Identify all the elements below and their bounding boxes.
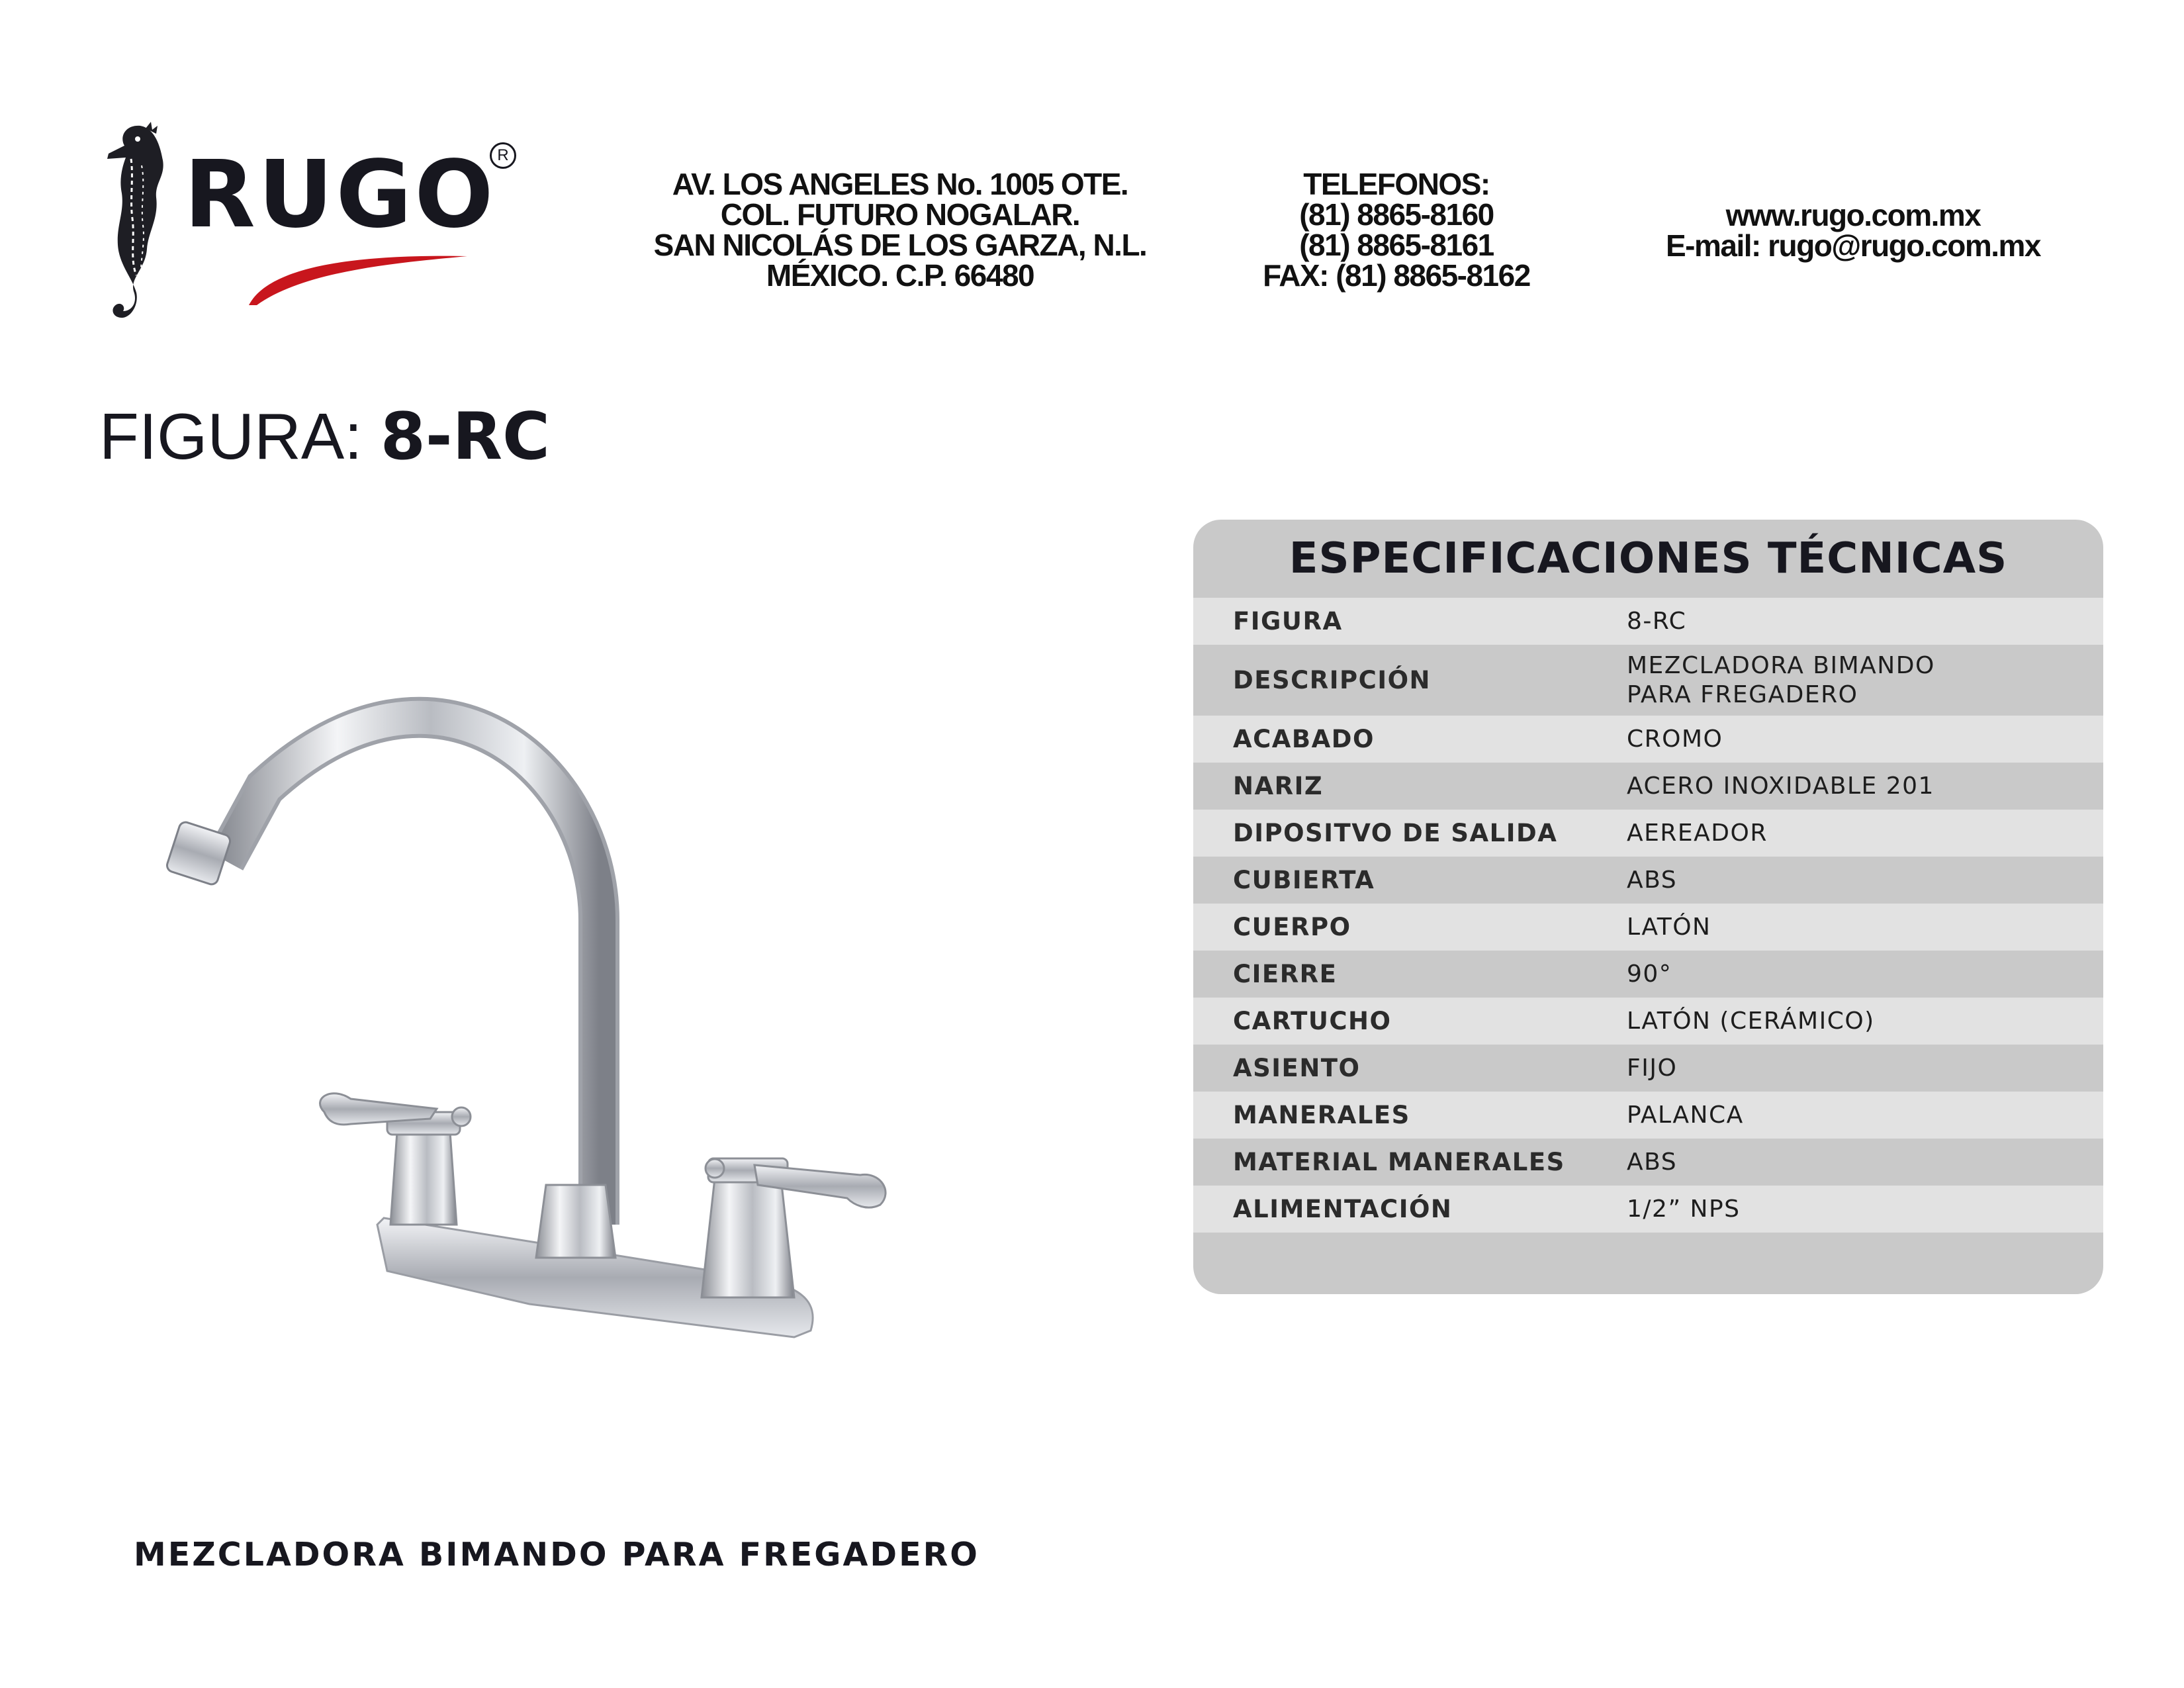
address-line: SAN NICOLÁS DE LOS GARZA, N.L. [653,228,1147,262]
spec-value: ABS [1627,1148,1678,1176]
seahorse-logo-icon [99,119,179,344]
spec-value: LATÓN (CERÁMICO) [1627,1007,1875,1035]
spec-value [1627,651,1935,710]
company-phones [1238,169,1555,291]
figure-label: FIGURA: [99,400,363,473]
spec-label: NARIZ [1233,772,1324,800]
address-line: COL. FUTURO NOGALAR. [720,197,1080,232]
spec-value: AEREADOR [1627,819,1768,847]
spec-value: 1/2” NPS [1627,1195,1741,1223]
spec-row [1193,1092,2103,1139]
spec-row [1193,810,2103,857]
spec-label: MATERIAL MANERALES [1233,1148,1565,1176]
phone-line: (81) 8865-8160 [1299,197,1494,232]
spec-label: ASIENTO [1233,1054,1361,1082]
spec-row [1193,1139,2103,1186]
spec-value: ACERO INOXIDABLE 201 [1627,772,1934,800]
spec-label: CUERPO [1233,913,1351,941]
spec-label: DESCRIPCIÓN [1233,666,1432,694]
spec-value: ABS [1627,866,1678,894]
spec-row [1193,1186,2103,1233]
spec-label: CARTUCHO [1233,1007,1392,1035]
spec-row [1193,1045,2103,1092]
spec-value-line: MEZCLADORA BIMANDO [1627,651,1935,679]
spec-row [1193,857,2103,904]
address-line: AV. LOS ANGELES No. 1005 OTE. [672,167,1128,201]
spec-row [1193,598,2103,645]
spec-value: 90° [1627,960,1672,988]
spec-row [1193,998,2103,1045]
spec-row [1193,763,2103,810]
spec-title: ESPECIFICACIONES TÉCNICAS [1289,534,2008,583]
spec-label: ALIMENTACIÓN [1233,1195,1453,1223]
spec-row [1193,645,2103,716]
spec-value-line: PARA FREGADERO [1627,680,1858,708]
spec-value: LATÓN [1627,913,1711,941]
spec-card [1193,520,2103,1294]
figure-title [99,399,550,475]
company-address [635,169,1165,291]
faucet-product-image [159,642,900,1357]
brand-name: RUGO [184,141,496,249]
spec-row [1193,951,2103,998]
spec-label: DIPOSITVO DE SALIDA [1233,819,1558,847]
spec-row [1193,716,2103,763]
email-link[interactable]: E-mail: rugo@rugo.com.mx [1665,228,2041,263]
spec-value: PALANCA [1627,1101,1744,1129]
registered-mark: R [490,142,516,169]
company-web [1615,200,2091,261]
spec-value: FIJO [1627,1054,1678,1082]
product-caption: MEZCLADORA BIMANDO PARA FREGADERO [134,1536,979,1573]
spec-value: 8-RC [1627,607,1687,635]
spec-label: CUBIERTA [1233,866,1375,894]
phone-line: (81) 8865-8161 [1299,228,1494,262]
fax-line: FAX: (81) 8865-8162 [1263,258,1530,293]
spec-label: FIGURA [1233,607,1343,635]
address-line: MÉXICO. C.P. 66480 [766,258,1034,293]
brand-swoosh-icon [245,248,470,308]
website-link[interactable]: www.rugo.com.mx [1725,198,1981,232]
spec-label: CIERRE [1233,960,1338,988]
spec-label: ACABADO [1233,725,1375,753]
figure-code: 8-RC [380,399,550,475]
spec-value: CROMO [1627,725,1723,753]
spec-row [1193,904,2103,951]
spec-label: MANERALES [1233,1101,1410,1129]
phones-heading: TELEFONOS: [1303,167,1490,201]
